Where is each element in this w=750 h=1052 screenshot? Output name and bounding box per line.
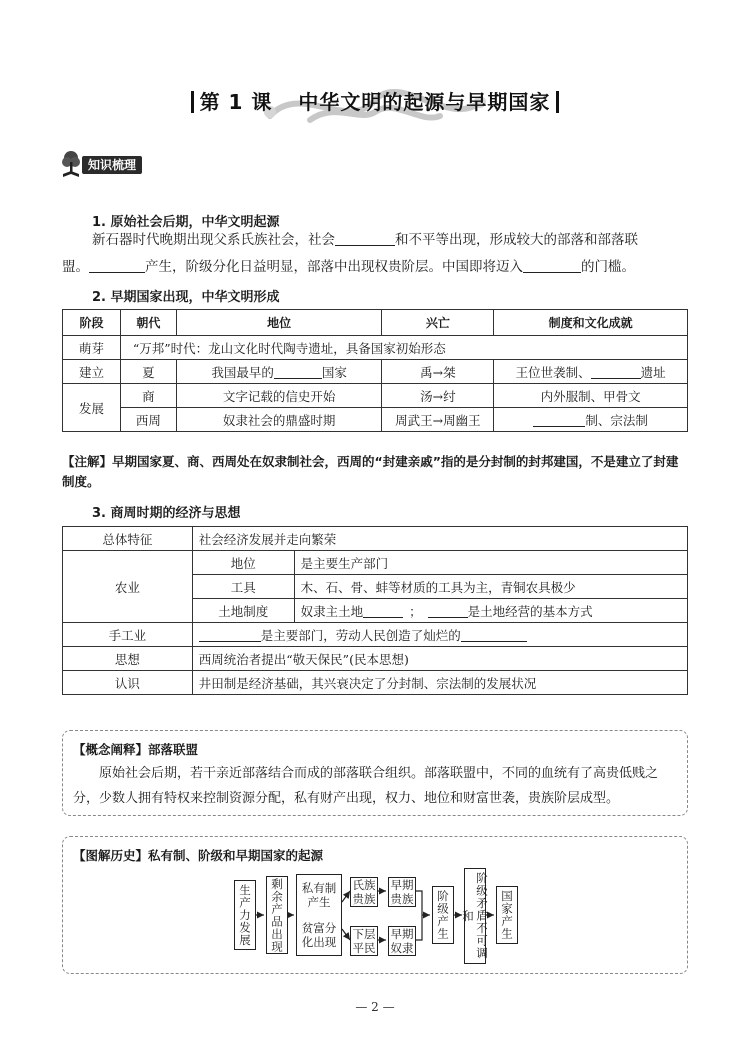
node-class-conflict: 阶级矛盾不可调和 (464, 868, 486, 964)
agri-sub-label: 地位 (192, 551, 294, 575)
node-clan-nobility: 氏族贵族 (350, 877, 378, 907)
craft-label: 手工业 (63, 623, 193, 647)
node-productivity: 生产力发展 (234, 880, 256, 950)
node-private-property: 私有制产生 (301, 881, 337, 909)
rise-fall-cell: 周武王→周幽王 (382, 408, 494, 432)
node-wealth-gap: 贫富分化出现 (301, 921, 337, 949)
lesson-name: 中华文明的起源与早期国家 (298, 90, 551, 114)
stage-cell: 发展 (63, 384, 121, 432)
mengya-content: “万邦”时代：龙山文化时代陶寺遗址，具备国家初始形态 (120, 336, 687, 360)
agri-value: 是主要生产部门 (294, 551, 687, 575)
header-stage: 阶段 (63, 310, 121, 336)
node-early-nobility: 早期贵族 (388, 877, 416, 907)
agri-value: 奴隶主土地 ； 是土地经营的基本方式 (294, 599, 687, 623)
section-label: 知识梳理 (82, 156, 142, 174)
concept-text: 原始社会后期，若干亲近部落结合而成的部落联合组织。部落联盟中，不同的血统有了高贵低贱之分，少数人拥有特权来控制资源分配，私有财产出现，权力、地位和财富世袭，贵族阶层成型。 (73, 766, 659, 806)
flow-arrow (342, 929, 350, 940)
part2-heading: 2. 早期国家出现，中华文明形成 (92, 290, 280, 305)
overall-value: 社会经济发展并走向繁荣 (192, 527, 687, 551)
status-cell: 我国最早的 国家 (176, 360, 382, 384)
diagram-title: 【图解历史】私有制、阶级和早期国家的起源 (73, 848, 324, 863)
view-label: 认识 (63, 671, 193, 695)
lesson-number: 第 1 课 (199, 90, 273, 114)
node-surplus: 剩余产品出现 (266, 876, 288, 954)
concept-title: 【概念阐释】部落联盟 (73, 742, 199, 757)
status-cell: 文字记载的信史开始 (176, 384, 382, 408)
culture-cell: 内外服制、甲骨文 (494, 384, 688, 408)
part1-heading: 1. 原始社会后期，中华文明起源 (92, 215, 280, 230)
dynasty-cell: 夏 (120, 360, 176, 384)
part1-text-e: 的门槛。 (581, 259, 635, 275)
header-status: 地位 (176, 310, 382, 336)
bracket-line (416, 891, 422, 940)
annotation-note: 【注解】早期国家夏、商、西周处在奴隶制社会，西周的“封建亲戚”指的是分封制的封邦建国，不是建立了封建制度。 (62, 454, 679, 489)
stage-cell: 萌芽 (63, 336, 121, 360)
culture-cell: 王位世袭制、 遗址 (494, 360, 688, 384)
flow-arrow (342, 891, 350, 902)
agri-label: 农业 (63, 551, 193, 623)
node-class-emergence: 阶级产生 (432, 886, 454, 944)
page-number: — 2 — (355, 1000, 395, 1014)
thought-label: 思想 (63, 647, 193, 671)
header-rise-fall: 兴亡 (382, 310, 494, 336)
craft-value: 是主要部门，劳动人民创造了灿烂的 (192, 623, 687, 647)
overall-label: 总体特征 (63, 527, 193, 551)
thought-value: 西周统治者提出“敬天保民”(民本思想) (192, 647, 687, 671)
agri-value: 木、石、骨、蚌等材质的工具为主，青铜农具极少 (294, 575, 687, 599)
part1-text-a: 新石器时代晚期出现父系氏族社会，社会 (92, 232, 335, 248)
header-culture: 制度和文化成就 (494, 310, 688, 336)
part1-text-b: 和不平等出现，形成较大的部落和部落联 (395, 232, 638, 248)
node-commoners: 下层平民 (350, 926, 378, 956)
agri-sub-label: 土地制度 (192, 599, 294, 623)
rise-fall-cell: 汤→纣 (382, 384, 494, 408)
view-value: 井田制是经济基础，其兴衰决定了分封制、宗法制的发展状况 (192, 671, 687, 695)
part1-text-d: 产生，阶级分化日益明显，部落中出现权贵阶层。中国即将迈入 (145, 259, 523, 275)
stage-cell: 建立 (63, 360, 121, 384)
node-state-emergence: 国家产生 (496, 886, 518, 944)
status-cell: 奴隶社会的鼎盛时期 (176, 408, 382, 432)
dynasty-cell: 西周 (120, 408, 176, 432)
culture-cell: 制、宗法制 (494, 408, 688, 432)
part3-heading: 3. 商周时期的经济与思想 (92, 506, 241, 521)
rise-fall-cell: 禹→桀 (382, 360, 494, 384)
node-private-wealth (296, 874, 342, 956)
header-dynasty: 朝代 (120, 310, 176, 336)
agri-sub-label: 工具 (192, 575, 294, 599)
part1-text-c: 盟。 (62, 259, 89, 275)
dynasty-cell: 商 (120, 384, 176, 408)
node-early-slaves: 早期奴隶 (388, 926, 416, 956)
